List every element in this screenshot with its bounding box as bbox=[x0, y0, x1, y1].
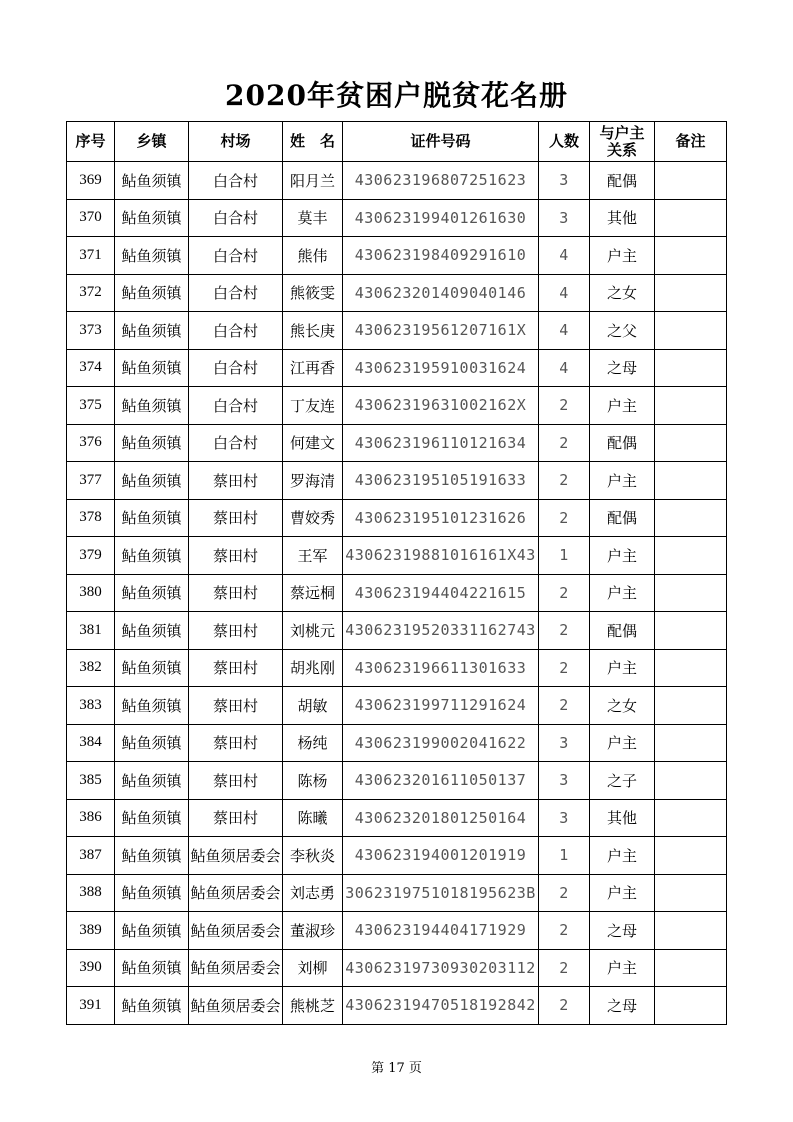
table-row bbox=[67, 837, 727, 875]
cell-seq: 381 bbox=[67, 612, 115, 650]
cell-village: 白合村 bbox=[189, 387, 283, 425]
cell-id-number: 430623199711291624 bbox=[343, 687, 539, 725]
cell-household-count: 1 bbox=[539, 537, 590, 575]
cell-name: 熊伟 bbox=[283, 237, 343, 275]
cell-village: 蔡田村 bbox=[189, 724, 283, 762]
table-row bbox=[67, 687, 727, 725]
cell-household-count: 2 bbox=[539, 874, 590, 912]
cell-name: 王军 bbox=[283, 537, 343, 575]
table-row bbox=[67, 574, 727, 612]
cell-remark bbox=[655, 987, 727, 1025]
cell-seq: 385 bbox=[67, 762, 115, 800]
cell-remark bbox=[655, 574, 727, 612]
cell-remark bbox=[655, 912, 727, 950]
cell-relation: 之女 bbox=[590, 274, 655, 312]
cell-town: 鲇鱼须镇 bbox=[115, 199, 189, 237]
cell-relation: 户主 bbox=[590, 949, 655, 987]
cell-id-number: 430623195105191633 bbox=[343, 462, 539, 500]
table-row bbox=[67, 799, 727, 837]
cell-remark bbox=[655, 199, 727, 237]
cell-id-number: 430623199401261630 bbox=[343, 199, 539, 237]
cell-seq: 369 bbox=[67, 162, 115, 200]
cell-remark bbox=[655, 312, 727, 350]
cell-village: 鲇鱼须居委会 bbox=[189, 949, 283, 987]
cell-household-count: 4 bbox=[539, 349, 590, 387]
header-town: 乡镇 bbox=[115, 122, 189, 162]
cell-village: 蔡田村 bbox=[189, 462, 283, 500]
cell-remark bbox=[655, 424, 727, 462]
cell-village: 蔡田村 bbox=[189, 799, 283, 837]
cell-town: 鲇鱼须镇 bbox=[115, 837, 189, 875]
header-relation-line2: 关系 bbox=[606, 140, 637, 159]
cell-town: 鲇鱼须镇 bbox=[115, 987, 189, 1025]
header-relation bbox=[590, 122, 655, 162]
cell-household-count: 2 bbox=[539, 424, 590, 462]
cell-household-count: 4 bbox=[539, 274, 590, 312]
cell-remark bbox=[655, 649, 727, 687]
cell-seq: 378 bbox=[67, 499, 115, 537]
cell-id-number: 430623201409040146 bbox=[343, 274, 539, 312]
page-footer: 第 17 页 bbox=[371, 1061, 422, 1076]
cell-relation: 户主 bbox=[590, 649, 655, 687]
cell-name: 莫丰 bbox=[283, 199, 343, 237]
table-row bbox=[67, 949, 727, 987]
cell-village: 蔡田村 bbox=[189, 537, 283, 575]
cell-remark bbox=[655, 837, 727, 875]
cell-village: 蔡田村 bbox=[189, 687, 283, 725]
cell-village: 蔡田村 bbox=[189, 499, 283, 537]
cell-household-count: 2 bbox=[539, 499, 590, 537]
cell-household-count: 2 bbox=[539, 912, 590, 950]
cell-name: 江再香 bbox=[283, 349, 343, 387]
cell-id-number: 430623201611050137 bbox=[343, 762, 539, 800]
cell-name: 杨纯 bbox=[283, 724, 343, 762]
cell-id-number: 43062319881016161X43 bbox=[343, 537, 539, 575]
cell-id-number: 43062319631002162X bbox=[343, 387, 539, 425]
table-row bbox=[67, 199, 727, 237]
cell-id-number: 430623195101231626 bbox=[343, 499, 539, 537]
cell-relation: 配偶 bbox=[590, 612, 655, 650]
cell-remark bbox=[655, 687, 727, 725]
cell-relation: 配偶 bbox=[590, 424, 655, 462]
cell-name: 胡兆刚 bbox=[283, 649, 343, 687]
cell-remark bbox=[655, 274, 727, 312]
header-seq: 序号 bbox=[67, 122, 115, 162]
cell-household-count: 2 bbox=[539, 987, 590, 1025]
cell-name: 刘志勇 bbox=[283, 874, 343, 912]
poverty-roster-table bbox=[66, 121, 727, 1025]
cell-id-number: 430623196807251623 bbox=[343, 162, 539, 200]
cell-town: 鲇鱼须镇 bbox=[115, 274, 189, 312]
cell-seq: 370 bbox=[67, 199, 115, 237]
cell-name: 熊筱雯 bbox=[283, 274, 343, 312]
cell-town: 鲇鱼须镇 bbox=[115, 649, 189, 687]
cell-relation: 户主 bbox=[590, 837, 655, 875]
cell-relation: 户主 bbox=[590, 874, 655, 912]
table-row bbox=[67, 387, 727, 425]
cell-town: 鲇鱼须镇 bbox=[115, 762, 189, 800]
cell-name: 陈曦 bbox=[283, 799, 343, 837]
cell-town: 鲇鱼须镇 bbox=[115, 912, 189, 950]
table-header-row bbox=[67, 122, 727, 162]
cell-remark bbox=[655, 349, 727, 387]
cell-id-number: 43062319730930203112 bbox=[343, 949, 539, 987]
cell-id-number: 430623196110121634 bbox=[343, 424, 539, 462]
cell-town: 鲇鱼须镇 bbox=[115, 499, 189, 537]
cell-name: 熊长庚 bbox=[283, 312, 343, 350]
cell-id-number: 43062319470518192842 bbox=[343, 987, 539, 1025]
cell-relation: 之母 bbox=[590, 987, 655, 1025]
cell-village: 白合村 bbox=[189, 199, 283, 237]
cell-seq: 374 bbox=[67, 349, 115, 387]
cell-village: 鲇鱼须居委会 bbox=[189, 837, 283, 875]
table-row bbox=[67, 462, 727, 500]
cell-id-number: 430623194404221615 bbox=[343, 574, 539, 612]
cell-name: 阳月兰 bbox=[283, 162, 343, 200]
cell-id-number: 430623195910031624 bbox=[343, 349, 539, 387]
cell-id-number: 430623198409291610 bbox=[343, 237, 539, 275]
cell-village: 白合村 bbox=[189, 237, 283, 275]
cell-village: 鲇鱼须居委会 bbox=[189, 987, 283, 1025]
cell-id-number: 43062319561207161X bbox=[343, 312, 539, 350]
cell-remark bbox=[655, 724, 727, 762]
cell-town: 鲇鱼须镇 bbox=[115, 612, 189, 650]
cell-household-count: 2 bbox=[539, 612, 590, 650]
cell-seq: 372 bbox=[67, 274, 115, 312]
cell-town: 鲇鱼须镇 bbox=[115, 537, 189, 575]
cell-household-count: 2 bbox=[539, 649, 590, 687]
cell-village: 白合村 bbox=[189, 424, 283, 462]
cell-household-count: 3 bbox=[539, 162, 590, 200]
cell-name: 李秋炎 bbox=[283, 837, 343, 875]
cell-name: 胡敏 bbox=[283, 687, 343, 725]
cell-household-count: 2 bbox=[539, 949, 590, 987]
header-village: 村场 bbox=[189, 122, 283, 162]
table-row bbox=[67, 649, 727, 687]
cell-relation: 其他 bbox=[590, 199, 655, 237]
cell-seq: 387 bbox=[67, 837, 115, 875]
cell-seq: 373 bbox=[67, 312, 115, 350]
cell-household-count: 1 bbox=[539, 837, 590, 875]
cell-relation: 之母 bbox=[590, 912, 655, 950]
cell-village: 蔡田村 bbox=[189, 574, 283, 612]
cell-name: 熊桃芝 bbox=[283, 987, 343, 1025]
cell-id-number: 430623201801250164 bbox=[343, 799, 539, 837]
cell-name: 丁友连 bbox=[283, 387, 343, 425]
cell-household-count: 4 bbox=[539, 312, 590, 350]
table-row bbox=[67, 912, 727, 950]
table-row bbox=[67, 987, 727, 1025]
cell-household-count: 3 bbox=[539, 762, 590, 800]
cell-village: 鲇鱼须居委会 bbox=[189, 912, 283, 950]
cell-id-number: 430623194404171929 bbox=[343, 912, 539, 950]
cell-relation: 户主 bbox=[590, 387, 655, 425]
cell-id-number: 430623199002041622 bbox=[343, 724, 539, 762]
cell-relation: 其他 bbox=[590, 799, 655, 837]
cell-remark bbox=[655, 499, 727, 537]
cell-seq: 379 bbox=[67, 537, 115, 575]
cell-household-count: 2 bbox=[539, 462, 590, 500]
cell-seq: 375 bbox=[67, 387, 115, 425]
cell-id-number: 430623196611301633 bbox=[343, 649, 539, 687]
cell-seq: 390 bbox=[67, 949, 115, 987]
cell-seq: 384 bbox=[67, 724, 115, 762]
cell-town: 鲇鱼须镇 bbox=[115, 799, 189, 837]
table-row bbox=[67, 274, 727, 312]
cell-name: 蔡远桐 bbox=[283, 574, 343, 612]
cell-relation: 户主 bbox=[590, 537, 655, 575]
table-row bbox=[67, 237, 727, 275]
cell-town: 鲇鱼须镇 bbox=[115, 424, 189, 462]
table-row bbox=[67, 499, 727, 537]
cell-id-number: 430623194001201919 bbox=[343, 837, 539, 875]
cell-village: 白合村 bbox=[189, 274, 283, 312]
cell-town: 鲇鱼须镇 bbox=[115, 312, 189, 350]
cell-remark bbox=[655, 799, 727, 837]
cell-household-count: 2 bbox=[539, 574, 590, 612]
cell-relation: 之父 bbox=[590, 312, 655, 350]
cell-seq: 389 bbox=[67, 912, 115, 950]
cell-household-count: 2 bbox=[539, 387, 590, 425]
cell-name: 董淑珍 bbox=[283, 912, 343, 950]
cell-household-count: 3 bbox=[539, 799, 590, 837]
cell-remark bbox=[655, 537, 727, 575]
header-household-count: 人数 bbox=[539, 122, 590, 162]
cell-remark bbox=[655, 949, 727, 987]
cell-remark bbox=[655, 462, 727, 500]
cell-town: 鲇鱼须镇 bbox=[115, 349, 189, 387]
cell-household-count: 2 bbox=[539, 687, 590, 725]
cell-village: 白合村 bbox=[189, 312, 283, 350]
table-row bbox=[67, 424, 727, 462]
cell-seq: 386 bbox=[67, 799, 115, 837]
header-relation-line1: 与户主 bbox=[599, 123, 645, 142]
cell-seq: 377 bbox=[67, 462, 115, 500]
cell-id-number: 306231975101819562​3B bbox=[343, 874, 539, 912]
table-row bbox=[67, 162, 727, 200]
cell-village: 蔡田村 bbox=[189, 762, 283, 800]
cell-name: 罗海清 bbox=[283, 462, 343, 500]
cell-village: 蔡田村 bbox=[189, 612, 283, 650]
cell-relation: 之母 bbox=[590, 349, 655, 387]
cell-village: 鲇鱼须居委会 bbox=[189, 874, 283, 912]
cell-seq: 388 bbox=[67, 874, 115, 912]
cell-remark bbox=[655, 162, 727, 200]
cell-seq: 371 bbox=[67, 237, 115, 275]
cell-remark bbox=[655, 237, 727, 275]
cell-name: 陈杨 bbox=[283, 762, 343, 800]
table-row bbox=[67, 612, 727, 650]
cell-village: 蔡田村 bbox=[189, 649, 283, 687]
cell-town: 鲇鱼须镇 bbox=[115, 574, 189, 612]
cell-name: 曹姣秀 bbox=[283, 499, 343, 537]
cell-town: 鲇鱼须镇 bbox=[115, 687, 189, 725]
table-row bbox=[67, 312, 727, 350]
cell-seq: 380 bbox=[67, 574, 115, 612]
table-row bbox=[67, 724, 727, 762]
cell-household-count: 3 bbox=[539, 724, 590, 762]
cell-village: 白合村 bbox=[189, 349, 283, 387]
cell-seq: 383 bbox=[67, 687, 115, 725]
cell-relation: 户主 bbox=[590, 462, 655, 500]
cell-remark bbox=[655, 387, 727, 425]
cell-household-count: 3 bbox=[539, 199, 590, 237]
cell-relation: 配偶 bbox=[590, 162, 655, 200]
cell-remark bbox=[655, 612, 727, 650]
table-row bbox=[67, 874, 727, 912]
header-name: 姓 名 bbox=[283, 122, 343, 162]
cell-village: 白合村 bbox=[189, 162, 283, 200]
cell-town: 鲇鱼须镇 bbox=[115, 724, 189, 762]
cell-remark bbox=[655, 874, 727, 912]
cell-town: 鲇鱼须镇 bbox=[115, 162, 189, 200]
table-row bbox=[67, 349, 727, 387]
cell-household-count: 4 bbox=[539, 237, 590, 275]
cell-seq: 391 bbox=[67, 987, 115, 1025]
table-row bbox=[67, 537, 727, 575]
header-remark: 备注 bbox=[655, 122, 727, 162]
cell-town: 鲇鱼须镇 bbox=[115, 949, 189, 987]
cell-town: 鲇鱼须镇 bbox=[115, 462, 189, 500]
cell-remark bbox=[655, 762, 727, 800]
cell-name: 刘柳 bbox=[283, 949, 343, 987]
cell-town: 鲇鱼须镇 bbox=[115, 874, 189, 912]
cell-id-number: 43062319520331162743 bbox=[343, 612, 539, 650]
cell-name: 何建文 bbox=[283, 424, 343, 462]
cell-relation: 之女 bbox=[590, 687, 655, 725]
cell-name: 刘桃元 bbox=[283, 612, 343, 650]
header-id-number: 证件号码 bbox=[343, 122, 539, 162]
cell-town: 鲇鱼须镇 bbox=[115, 387, 189, 425]
cell-relation: 户主 bbox=[590, 724, 655, 762]
cell-town: 鲇鱼须镇 bbox=[115, 237, 189, 275]
cell-seq: 382 bbox=[67, 649, 115, 687]
table-row bbox=[67, 762, 727, 800]
cell-relation: 户主 bbox=[590, 574, 655, 612]
document-title: 2020年贫困户脱贫花名册 bbox=[225, 79, 568, 112]
cell-relation: 户主 bbox=[590, 237, 655, 275]
cell-relation: 配偶 bbox=[590, 499, 655, 537]
cell-seq: 376 bbox=[67, 424, 115, 462]
table-body bbox=[67, 162, 727, 1025]
cell-relation: 之子 bbox=[590, 762, 655, 800]
